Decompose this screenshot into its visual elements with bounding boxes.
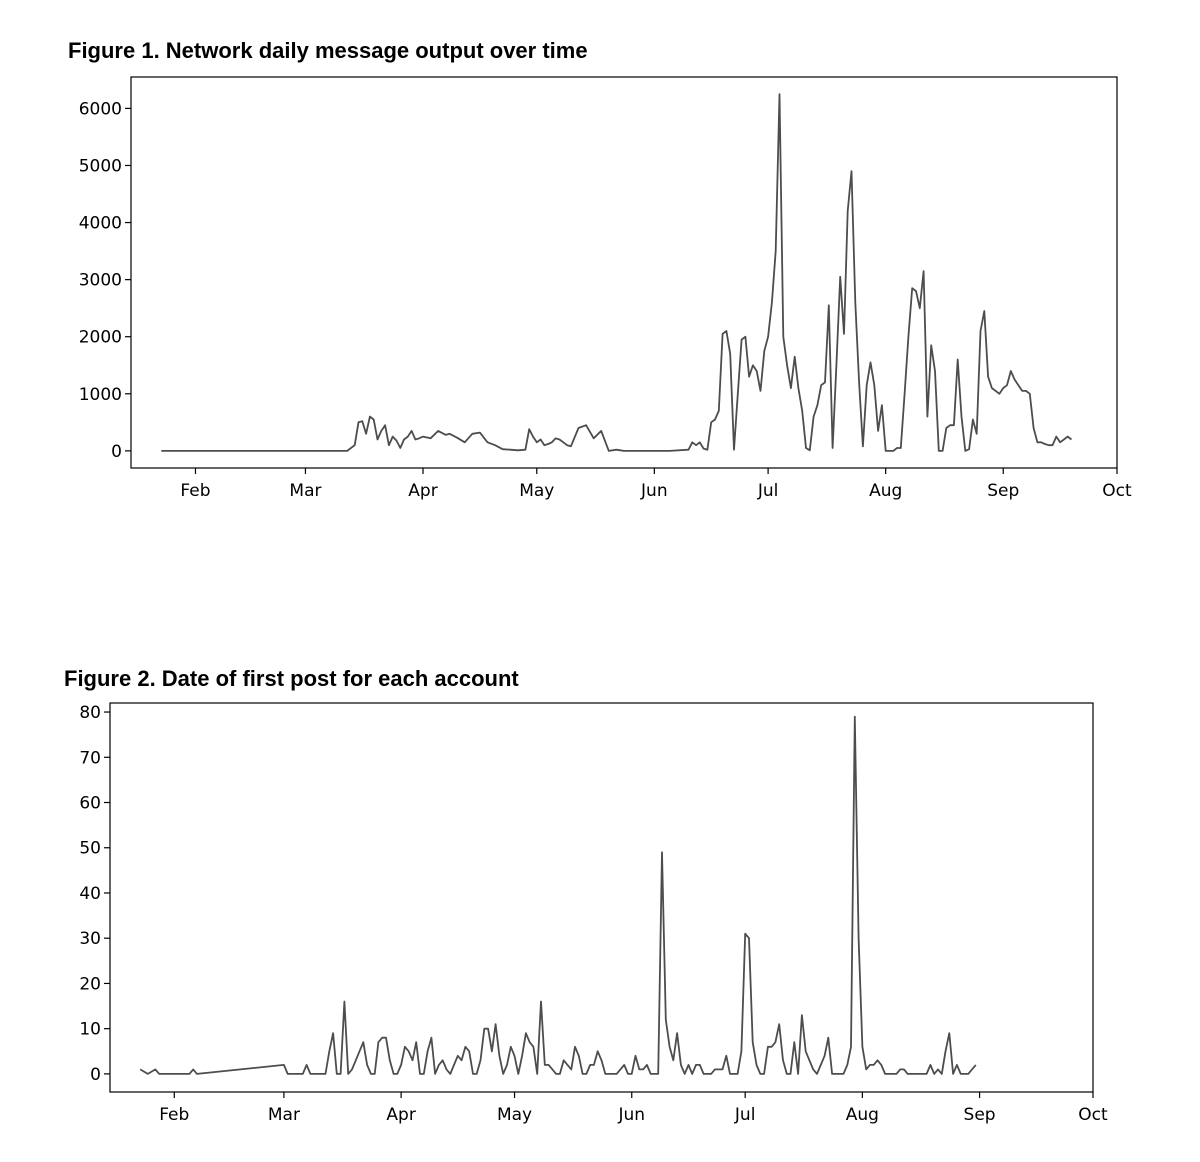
- y-tick-label: 80: [79, 703, 101, 724]
- series-line: [140, 717, 976, 1074]
- x-tick-label: Aug: [845, 1105, 879, 1125]
- y-tick-label: 10: [79, 1019, 101, 1040]
- y-tick-label: 0: [111, 441, 122, 462]
- x-tick-label: Aug: [869, 481, 903, 501]
- x-tick-label: Oct: [1102, 481, 1132, 501]
- x-tick-label: Mar: [289, 481, 322, 501]
- x-tick-label: Feb: [159, 1105, 190, 1125]
- y-tick-label: 4000: [78, 213, 122, 234]
- x-tick-label: Mar: [267, 1105, 300, 1125]
- y-tick-label: 60: [79, 793, 101, 814]
- y-tick-label: 30: [79, 929, 101, 950]
- y-tick-label: 3000: [78, 270, 122, 291]
- x-tick-label: Apr: [408, 481, 438, 501]
- y-tick-label: 20: [79, 974, 101, 995]
- x-tick-label: Sep: [987, 481, 1020, 501]
- axes-frame: [110, 703, 1093, 1092]
- x-tick-label: Jun: [618, 1105, 646, 1125]
- figure-1-title: Figure 1. Network daily message output over time: [68, 38, 588, 63]
- y-tick-label: 5000: [78, 156, 122, 177]
- y-tick-label: 40: [79, 883, 101, 904]
- x-tick-label: Sep: [963, 1105, 996, 1125]
- x-tick-label: Jul: [757, 481, 779, 501]
- x-tick-label: Apr: [386, 1105, 416, 1125]
- y-tick-label: 1000: [78, 384, 122, 405]
- y-tick-label: 50: [79, 838, 101, 859]
- figure-2-title: Figure 2. Date of first post for each account: [64, 666, 519, 691]
- y-tick-label: 2000: [78, 327, 122, 348]
- x-tick-label: Jul: [734, 1105, 756, 1125]
- y-tick-label: 6000: [78, 99, 122, 120]
- y-tick-label: 70: [79, 748, 101, 769]
- x-tick-label: Jun: [641, 481, 668, 501]
- x-tick-label: May: [519, 481, 555, 501]
- x-tick-label: Feb: [180, 481, 211, 501]
- y-tick-label: 0: [90, 1064, 101, 1085]
- x-tick-label: Oct: [1078, 1105, 1108, 1125]
- x-tick-label: May: [496, 1105, 533, 1125]
